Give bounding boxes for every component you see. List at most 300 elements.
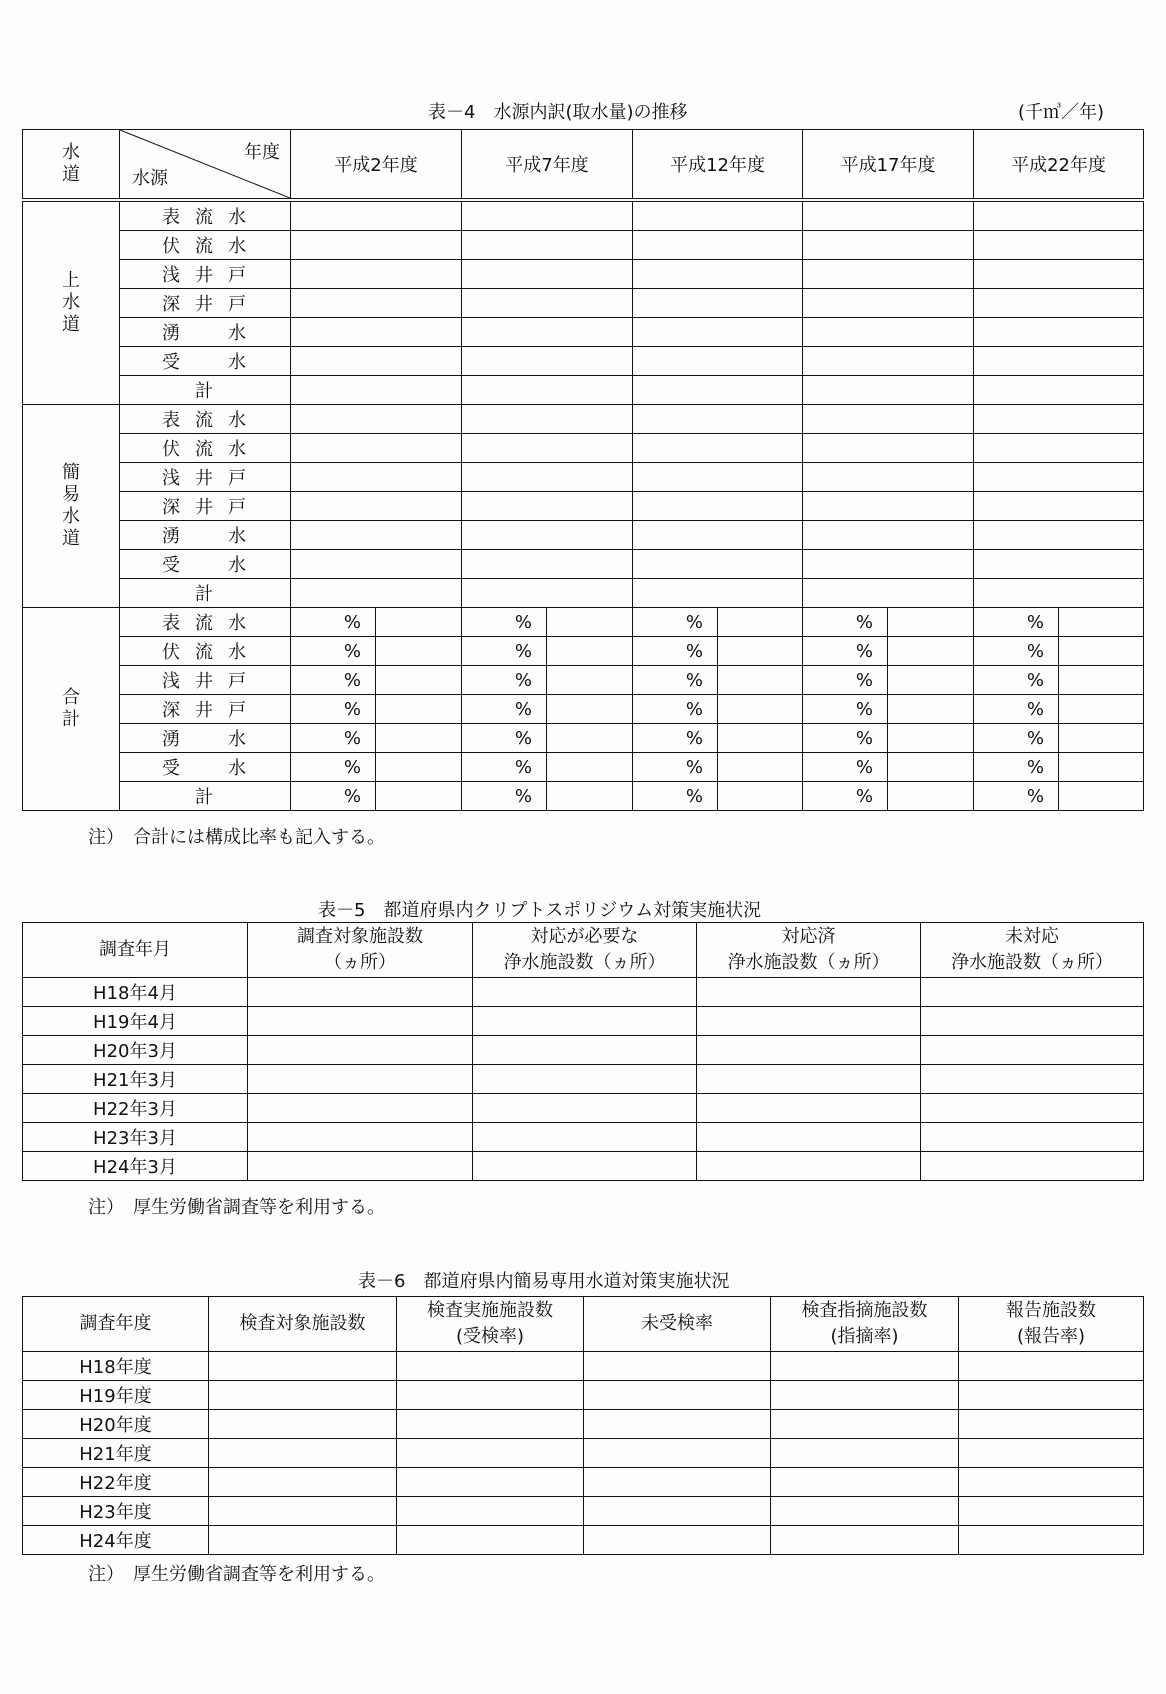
table-row: [23, 376, 1144, 405]
value-cell[interactable]: [633, 231, 803, 260]
value-cell[interactable]: [921, 1152, 1144, 1181]
header-fiscal-year: 年度: [244, 142, 280, 163]
table-row: [23, 492, 1144, 521]
value-cell[interactable]: [584, 1468, 771, 1497]
value-cell[interactable]: [633, 463, 803, 492]
value-cell[interactable]: [1059, 608, 1144, 637]
percent-cell[interactable]: %: [291, 695, 376, 724]
table-row: [23, 463, 1144, 492]
value-cell[interactable]: [921, 978, 1144, 1007]
water-source-label: 受 水: [120, 550, 291, 579]
table-row: [23, 231, 1144, 260]
value-cell[interactable]: [888, 724, 974, 753]
value-cell[interactable]: [473, 1007, 697, 1036]
value-cell[interactable]: [209, 1439, 397, 1468]
value-cell[interactable]: [547, 695, 633, 724]
value-cell[interactable]: [974, 492, 1144, 521]
water-source-label: 受 水: [120, 753, 291, 782]
value-cell[interactable]: [771, 1352, 959, 1381]
percent-cell[interactable]: %: [974, 608, 1059, 637]
value-cell[interactable]: [803, 376, 974, 405]
value-cell[interactable]: [547, 608, 633, 637]
value-cell[interactable]: [633, 376, 803, 405]
survey-month: H19年4月: [23, 1007, 248, 1036]
value-cell[interactable]: [462, 463, 633, 492]
value-cell[interactable]: [888, 695, 974, 724]
value-cell[interactable]: [974, 289, 1144, 318]
table-row: [23, 1152, 1144, 1181]
group-label: 上 水 道: [23, 200, 120, 405]
value-cell[interactable]: [462, 521, 633, 550]
value-cell[interactable]: [248, 1123, 473, 1152]
value-cell[interactable]: [803, 347, 974, 376]
column-header: 対応が必要な 浄水施設数（ヵ所）: [473, 923, 697, 978]
table4-unit: (千㎥／年): [1018, 102, 1105, 123]
group-label: 簡 易 水 道: [23, 405, 120, 608]
value-cell[interactable]: [974, 318, 1144, 347]
value-cell[interactable]: [697, 1123, 921, 1152]
value-cell[interactable]: [959, 1497, 1144, 1526]
water-source-label: 深 井 戸: [120, 492, 291, 521]
header-year: 平成12年度: [633, 130, 803, 201]
survey-year: H18年度: [23, 1352, 209, 1381]
value-cell[interactable]: [209, 1410, 397, 1439]
value-cell[interactable]: [803, 579, 974, 608]
value-cell[interactable]: [1059, 666, 1144, 695]
value-cell[interactable]: [718, 782, 803, 811]
table-row: [23, 1526, 1144, 1555]
value-cell[interactable]: [888, 637, 974, 666]
column-header: 対応済 浄水施設数（ヵ所）: [697, 923, 921, 978]
value-cell[interactable]: [376, 724, 462, 753]
survey-month: H21年3月: [23, 1065, 248, 1094]
value-cell[interactable]: [462, 434, 633, 463]
value-cell[interactable]: [291, 376, 462, 405]
value-cell[interactable]: [376, 695, 462, 724]
percent-cell[interactable]: %: [291, 753, 376, 782]
value-cell[interactable]: [959, 1410, 1144, 1439]
value-cell[interactable]: [974, 376, 1144, 405]
survey-year: H22年度: [23, 1468, 209, 1497]
table-row: [23, 724, 1144, 753]
value-cell[interactable]: [718, 608, 803, 637]
water-source-label: 湧 水: [120, 521, 291, 550]
value-cell[interactable]: [462, 405, 633, 434]
value-cell[interactable]: [633, 260, 803, 289]
table5-cryptosporidium-measures: [22, 922, 1144, 1181]
value-cell[interactable]: [888, 782, 974, 811]
percent-cell[interactable]: %: [974, 695, 1059, 724]
value-cell[interactable]: [959, 1352, 1144, 1381]
value-cell[interactable]: [974, 579, 1144, 608]
value-cell[interactable]: [1059, 753, 1144, 782]
value-cell[interactable]: [291, 579, 462, 608]
value-cell[interactable]: [462, 200, 633, 231]
value-cell[interactable]: [462, 579, 633, 608]
value-cell[interactable]: [888, 666, 974, 695]
value-cell[interactable]: [462, 550, 633, 579]
value-cell[interactable]: [291, 260, 462, 289]
percent-cell[interactable]: %: [291, 608, 376, 637]
value-cell[interactable]: [462, 492, 633, 521]
value-cell[interactable]: [633, 434, 803, 463]
header-year: 平成17年度: [803, 130, 974, 201]
table-row: [23, 289, 1144, 318]
value-cell[interactable]: [974, 260, 1144, 289]
table-row: [23, 1497, 1144, 1526]
value-cell[interactable]: [959, 1468, 1144, 1497]
table6-title: 表－6 都道府県内簡易専用水道対策実施状況: [358, 1271, 730, 1292]
value-cell[interactable]: [1059, 724, 1144, 753]
table4-title: 表－4 水源内訳(取水量)の推移: [428, 102, 688, 123]
percent-cell[interactable]: %: [803, 637, 888, 666]
survey-month: H24年3月: [23, 1152, 248, 1181]
percent-cell[interactable]: %: [633, 782, 718, 811]
value-cell[interactable]: [248, 1065, 473, 1094]
table5-title: 表－5 都道府県内クリプトスポリジウム対策実施状況: [318, 900, 762, 921]
value-cell[interactable]: [633, 200, 803, 231]
value-cell[interactable]: [547, 782, 633, 811]
value-cell[interactable]: [209, 1352, 397, 1381]
value-cell[interactable]: [888, 753, 974, 782]
value-cell[interactable]: [697, 978, 921, 1007]
table-row: [23, 318, 1144, 347]
value-cell[interactable]: [771, 1468, 959, 1497]
value-cell[interactable]: [291, 318, 462, 347]
percent-cell[interactable]: %: [974, 666, 1059, 695]
water-source-label: 浅 井 戸: [120, 260, 291, 289]
value-cell[interactable]: [771, 1410, 959, 1439]
percent-cell[interactable]: %: [633, 724, 718, 753]
table4-note: 注） 合計には構成比率も記入する。: [88, 827, 385, 848]
value-cell[interactable]: [397, 1410, 584, 1439]
water-source-label: 浅 井 戸: [120, 666, 291, 695]
value-cell[interactable]: [291, 492, 462, 521]
value-cell[interactable]: [959, 1381, 1144, 1410]
value-cell[interactable]: [473, 1152, 697, 1181]
value-cell[interactable]: [921, 1065, 1144, 1094]
value-cell[interactable]: [803, 521, 974, 550]
percent-cell[interactable]: %: [462, 637, 547, 666]
value-cell[interactable]: [584, 1497, 771, 1526]
value-cell[interactable]: [803, 405, 974, 434]
value-cell[interactable]: [803, 463, 974, 492]
percent-cell[interactable]: %: [633, 637, 718, 666]
header-water-source: 水源: [132, 168, 168, 189]
column-header: 調査対象施設数 （ヵ所）: [248, 923, 473, 978]
percent-cell[interactable]: %: [462, 753, 547, 782]
value-cell[interactable]: [921, 1123, 1144, 1152]
value-cell[interactable]: [974, 347, 1144, 376]
percent-cell[interactable]: %: [462, 724, 547, 753]
value-cell[interactable]: [974, 463, 1144, 492]
table6-header-row: [23, 1297, 1144, 1352]
column-header: 検査対象施設数: [209, 1297, 397, 1352]
value-cell[interactable]: [473, 978, 697, 1007]
table5-header-row: [23, 923, 1144, 978]
survey-month: H22年3月: [23, 1094, 248, 1123]
value-cell[interactable]: [473, 1036, 697, 1065]
value-cell[interactable]: [547, 753, 633, 782]
value-cell[interactable]: [974, 434, 1144, 463]
value-cell[interactable]: [633, 318, 803, 347]
column-header: 検査実施施設数 (受検率): [397, 1297, 584, 1352]
water-source-label: 深 井 戸: [120, 289, 291, 318]
value-cell[interactable]: [397, 1381, 584, 1410]
table-row: [23, 637, 1144, 666]
value-cell[interactable]: [376, 608, 462, 637]
value-cell[interactable]: [462, 231, 633, 260]
value-cell[interactable]: [633, 550, 803, 579]
value-cell[interactable]: [1059, 782, 1144, 811]
value-cell[interactable]: [547, 724, 633, 753]
value-cell[interactable]: [959, 1526, 1144, 1555]
value-cell[interactable]: [718, 695, 803, 724]
table4-header-row: [23, 130, 1144, 201]
value-cell[interactable]: [209, 1497, 397, 1526]
value-cell[interactable]: [803, 200, 974, 231]
value-cell[interactable]: [803, 550, 974, 579]
water-source-label: 伏 流 水: [120, 637, 291, 666]
value-cell[interactable]: [462, 260, 633, 289]
value-cell[interactable]: [291, 550, 462, 579]
value-cell[interactable]: [473, 1123, 697, 1152]
value-cell[interactable]: [718, 666, 803, 695]
table-row: [23, 978, 1144, 1007]
percent-cell[interactable]: %: [462, 782, 547, 811]
percent-cell[interactable]: %: [974, 753, 1059, 782]
value-cell[interactable]: [633, 347, 803, 376]
value-cell[interactable]: [633, 521, 803, 550]
value-cell[interactable]: [291, 434, 462, 463]
value-cell[interactable]: [633, 405, 803, 434]
table-row: [23, 200, 1144, 231]
column-header: 調査年月: [23, 923, 248, 978]
percent-cell[interactable]: %: [803, 608, 888, 637]
value-cell[interactable]: [803, 231, 974, 260]
percent-cell[interactable]: %: [803, 782, 888, 811]
percent-cell[interactable]: %: [291, 666, 376, 695]
value-cell[interactable]: [291, 521, 462, 550]
table-row: [23, 1065, 1144, 1094]
percent-cell[interactable]: %: [633, 608, 718, 637]
value-cell[interactable]: [397, 1497, 584, 1526]
table-row: [23, 1007, 1144, 1036]
percent-cell[interactable]: %: [291, 782, 376, 811]
table-row: [23, 666, 1144, 695]
value-cell[interactable]: [633, 289, 803, 318]
value-cell[interactable]: [473, 1065, 697, 1094]
value-cell[interactable]: [248, 1036, 473, 1065]
water-source-label: 表 流 水: [120, 200, 291, 231]
value-cell[interactable]: [974, 521, 1144, 550]
value-cell[interactable]: [291, 347, 462, 376]
value-cell[interactable]: [291, 289, 462, 318]
percent-cell[interactable]: %: [803, 695, 888, 724]
percent-cell[interactable]: %: [974, 782, 1059, 811]
value-cell[interactable]: [921, 1094, 1144, 1123]
percent-cell[interactable]: %: [462, 608, 547, 637]
value-cell[interactable]: [771, 1526, 959, 1555]
value-cell[interactable]: [718, 724, 803, 753]
value-cell[interactable]: [1059, 637, 1144, 666]
water-source-label: 湧 水: [120, 724, 291, 753]
value-cell[interactable]: [248, 1094, 473, 1123]
value-cell[interactable]: [803, 260, 974, 289]
value-cell[interactable]: [547, 637, 633, 666]
table-row: [23, 579, 1144, 608]
value-cell[interactable]: [376, 782, 462, 811]
water-source-label: 表 流 水: [120, 405, 291, 434]
value-cell[interactable]: [248, 1007, 473, 1036]
table-row: [23, 434, 1144, 463]
water-source-label: 深 井 戸: [120, 695, 291, 724]
table6-note: 注） 厚生労働省調査等を利用する。: [88, 1564, 385, 1585]
value-cell[interactable]: [376, 666, 462, 695]
value-cell[interactable]: [959, 1439, 1144, 1468]
water-source-label: 浅 井 戸: [120, 463, 291, 492]
value-cell[interactable]: [633, 579, 803, 608]
header-year: 平成22年度: [974, 130, 1144, 201]
value-cell[interactable]: [771, 1381, 959, 1410]
percent-cell[interactable]: %: [974, 637, 1059, 666]
value-cell[interactable]: [584, 1526, 771, 1555]
value-cell[interactable]: [803, 492, 974, 521]
value-cell[interactable]: [209, 1468, 397, 1497]
survey-year: H20年度: [23, 1410, 209, 1439]
value-cell[interactable]: [209, 1381, 397, 1410]
value-cell[interactable]: [803, 434, 974, 463]
column-header: 未対応 浄水施設数（ヵ所）: [921, 923, 1144, 978]
water-source-label: 表 流 水: [120, 608, 291, 637]
table-row: [23, 521, 1144, 550]
value-cell[interactable]: [697, 1036, 921, 1065]
table-row: [23, 1094, 1144, 1123]
value-cell[interactable]: [397, 1439, 584, 1468]
table-row: [23, 405, 1144, 434]
water-source-label: 計: [120, 579, 291, 608]
table-row: [23, 695, 1144, 724]
value-cell[interactable]: [209, 1526, 397, 1555]
header-diagonal-cell: [120, 130, 291, 201]
value-cell[interactable]: [547, 666, 633, 695]
survey-month: H23年3月: [23, 1123, 248, 1152]
value-cell[interactable]: [397, 1352, 584, 1381]
value-cell[interactable]: [584, 1439, 771, 1468]
table-row: [23, 1036, 1144, 1065]
water-source-label: 湧 水: [120, 318, 291, 347]
value-cell[interactable]: [291, 200, 462, 231]
survey-year: H21年度: [23, 1439, 209, 1468]
value-cell[interactable]: [771, 1439, 959, 1468]
value-cell[interactable]: [803, 289, 974, 318]
value-cell[interactable]: [1059, 695, 1144, 724]
value-cell[interactable]: [291, 231, 462, 260]
value-cell[interactable]: [376, 753, 462, 782]
value-cell[interactable]: [697, 1094, 921, 1123]
survey-year: H24年度: [23, 1526, 209, 1555]
value-cell[interactable]: [584, 1352, 771, 1381]
percent-cell[interactable]: %: [291, 724, 376, 753]
value-cell[interactable]: [974, 200, 1144, 231]
value-cell[interactable]: [697, 1065, 921, 1094]
table5-note: 注） 厚生労働省調査等を利用する。: [88, 1197, 385, 1218]
water-source-label: 計: [120, 376, 291, 405]
water-source-label: 伏 流 水: [120, 434, 291, 463]
water-source-label: 受 水: [120, 347, 291, 376]
percent-cell[interactable]: %: [633, 666, 718, 695]
table4-water-source-breakdown: [22, 129, 1144, 811]
percent-cell[interactable]: %: [633, 695, 718, 724]
table-row: [23, 260, 1144, 289]
value-cell[interactable]: [974, 550, 1144, 579]
value-cell[interactable]: [974, 231, 1144, 260]
value-cell[interactable]: [462, 289, 633, 318]
table-row: [23, 1410, 1144, 1439]
percent-cell[interactable]: %: [803, 724, 888, 753]
percent-cell[interactable]: %: [462, 666, 547, 695]
percent-cell[interactable]: %: [633, 753, 718, 782]
value-cell[interactable]: [974, 405, 1144, 434]
value-cell[interactable]: [584, 1410, 771, 1439]
column-header: 検査指摘施設数 (指摘率): [771, 1297, 959, 1352]
value-cell[interactable]: [921, 1007, 1144, 1036]
header-waterworks: 水 道: [23, 130, 120, 201]
value-cell[interactable]: [248, 1152, 473, 1181]
table-row: [23, 1468, 1144, 1497]
value-cell[interactable]: [718, 753, 803, 782]
header-year: 平成2年度: [291, 130, 462, 201]
value-cell[interactable]: [462, 376, 633, 405]
value-cell[interactable]: [584, 1381, 771, 1410]
value-cell[interactable]: [376, 637, 462, 666]
value-cell[interactable]: [291, 405, 462, 434]
value-cell[interactable]: [697, 1007, 921, 1036]
table-row: [23, 1123, 1144, 1152]
group-label: 合 計: [23, 608, 120, 811]
value-cell[interactable]: [771, 1497, 959, 1526]
value-cell[interactable]: [397, 1468, 584, 1497]
value-cell[interactable]: [697, 1152, 921, 1181]
survey-year: H19年度: [23, 1381, 209, 1410]
table-row: [23, 550, 1144, 579]
column-header: 調査年度: [23, 1297, 209, 1352]
value-cell[interactable]: [633, 492, 803, 521]
table-row: [23, 1352, 1144, 1381]
percent-cell[interactable]: %: [291, 637, 376, 666]
column-header: 報告施設数 (報告率): [959, 1297, 1144, 1352]
water-source-label: 伏 流 水: [120, 231, 291, 260]
value-cell[interactable]: [718, 637, 803, 666]
percent-cell[interactable]: %: [974, 724, 1059, 753]
table-row: [23, 782, 1144, 811]
survey-month: H20年3月: [23, 1036, 248, 1065]
value-cell[interactable]: [291, 463, 462, 492]
survey-year: H23年度: [23, 1497, 209, 1526]
value-cell[interactable]: [921, 1036, 1144, 1065]
value-cell[interactable]: [248, 978, 473, 1007]
value-cell[interactable]: [888, 608, 974, 637]
value-cell[interactable]: [397, 1526, 584, 1555]
value-cell[interactable]: [473, 1094, 697, 1123]
percent-cell[interactable]: %: [803, 666, 888, 695]
table-row: [23, 1381, 1144, 1410]
value-cell[interactable]: [462, 347, 633, 376]
value-cell[interactable]: [803, 318, 974, 347]
percent-cell[interactable]: %: [803, 753, 888, 782]
percent-cell[interactable]: %: [462, 695, 547, 724]
value-cell[interactable]: [462, 318, 633, 347]
